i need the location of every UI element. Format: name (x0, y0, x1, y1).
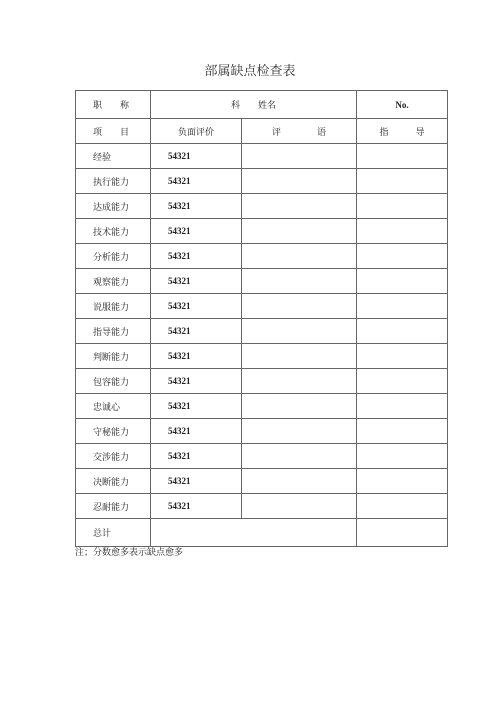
score-scale[interactable]: 54321 (151, 169, 242, 194)
form-number-field[interactable]: No. (357, 91, 448, 119)
total-row (76, 519, 448, 547)
table-row (76, 194, 448, 219)
guidance-cell[interactable] (357, 194, 448, 219)
table-row (76, 344, 448, 369)
item-label: 忠诚心 (76, 394, 151, 419)
comment-cell[interactable] (242, 144, 357, 169)
item-label: 经验 (76, 144, 151, 169)
guidance-cell[interactable] (357, 369, 448, 394)
score-scale[interactable]: 54321 (151, 469, 242, 494)
score-scale[interactable]: 54321 (151, 319, 242, 344)
item-label: 技术能力 (76, 219, 151, 244)
item-label: 交涉能力 (76, 444, 151, 469)
guidance-cell[interactable] (357, 244, 448, 269)
guidance-cell[interactable] (357, 219, 448, 244)
table-row (76, 169, 448, 194)
score-scale[interactable]: 54321 (151, 144, 242, 169)
table-row (76, 469, 448, 494)
score-scale[interactable]: 54321 (151, 494, 242, 519)
item-label: 指导能力 (76, 319, 151, 344)
guidance-cell[interactable] (357, 294, 448, 319)
score-scale[interactable]: 54321 (151, 369, 242, 394)
table-row (76, 319, 448, 344)
guidance-cell[interactable] (357, 144, 448, 169)
guidance-column-header: 指 导 (357, 119, 448, 144)
score-scale[interactable]: 54321 (151, 244, 242, 269)
comment-cell[interactable] (242, 394, 357, 419)
guidance-cell[interactable] (357, 494, 448, 519)
guidance-cell[interactable] (357, 269, 448, 294)
comment-cell[interactable] (242, 294, 357, 319)
table-row (76, 419, 448, 444)
score-scale[interactable]: 54321 (151, 419, 242, 444)
guidance-cell[interactable] (357, 169, 448, 194)
item-label: 说服能力 (76, 294, 151, 319)
total-label: 总计 (76, 519, 151, 547)
evaluation-table (75, 90, 448, 547)
comment-column-header: 评 语 (242, 119, 357, 144)
item-label: 执行能力 (76, 169, 151, 194)
score-scale[interactable]: 54321 (151, 294, 242, 319)
table-row (76, 369, 448, 394)
guidance-cell[interactable] (357, 469, 448, 494)
item-label: 判断能力 (76, 344, 151, 369)
table-row (76, 294, 448, 319)
guidance-cell[interactable] (357, 394, 448, 419)
dept-name-field[interactable]: 科 姓名 (151, 91, 357, 119)
item-label: 观察能力 (76, 269, 151, 294)
item-label: 决断能力 (76, 469, 151, 494)
score-scale[interactable]: 54321 (151, 344, 242, 369)
total-score-cell[interactable] (151, 519, 357, 547)
header-row (76, 91, 448, 119)
score-scale[interactable]: 54321 (151, 219, 242, 244)
score-scale[interactable]: 54321 (151, 394, 242, 419)
comment-cell[interactable] (242, 169, 357, 194)
table-row (76, 219, 448, 244)
guidance-cell[interactable] (357, 319, 448, 344)
table-row (76, 269, 448, 294)
comment-cell[interactable] (242, 469, 357, 494)
table-row (76, 244, 448, 269)
item-label: 达成能力 (76, 194, 151, 219)
item-label: 包容能力 (76, 369, 151, 394)
comment-cell[interactable] (242, 194, 357, 219)
table-row (76, 494, 448, 519)
table-row (76, 144, 448, 169)
item-label: 分析能力 (76, 244, 151, 269)
total-guidance-cell[interactable] (357, 519, 448, 547)
comment-cell[interactable] (242, 419, 357, 444)
comment-cell[interactable] (242, 219, 357, 244)
comment-cell[interactable] (242, 494, 357, 519)
guidance-cell[interactable] (357, 344, 448, 369)
rating-column-header: 负面评价 (151, 119, 242, 144)
comment-cell[interactable] (242, 319, 357, 344)
footnote: 注；分数愈多表示缺点愈多 (75, 548, 184, 558)
item-label: 忍耐能力 (76, 494, 151, 519)
comment-cell[interactable] (242, 444, 357, 469)
guidance-cell[interactable] (357, 444, 448, 469)
score-scale[interactable]: 54321 (151, 194, 242, 219)
item-label: 守秘能力 (76, 419, 151, 444)
item-column-header: 项 目 (76, 119, 151, 144)
page-title: 部属缺点检查表 (204, 64, 296, 79)
comment-cell[interactable] (242, 344, 357, 369)
comment-cell[interactable] (242, 269, 357, 294)
comment-cell[interactable] (242, 244, 357, 269)
score-scale[interactable]: 54321 (151, 269, 242, 294)
position-label: 职 称 (76, 91, 151, 119)
guidance-cell[interactable] (357, 419, 448, 444)
table-row (76, 394, 448, 419)
table-row (76, 444, 448, 469)
score-scale[interactable]: 54321 (151, 444, 242, 469)
comment-cell[interactable] (242, 369, 357, 394)
column-header-row (76, 119, 448, 144)
